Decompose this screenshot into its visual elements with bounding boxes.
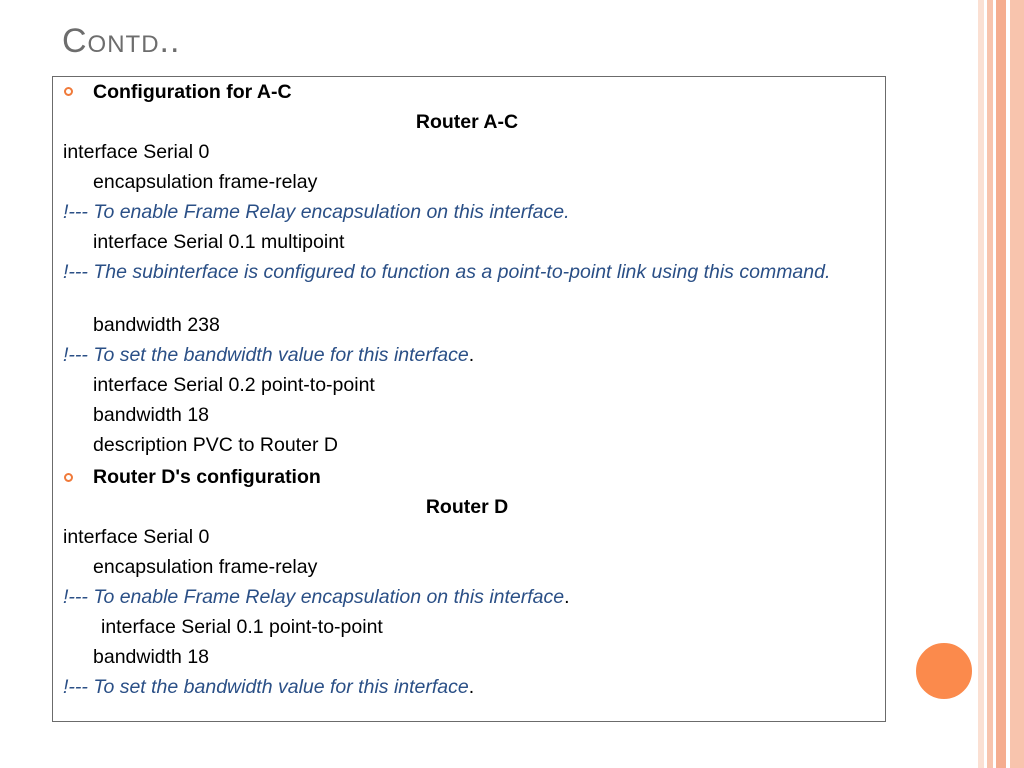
decorative-stripes	[978, 0, 1024, 768]
config-line: bandwidth 18	[93, 646, 210, 668]
bullet-heading: Configuration for A-C	[93, 81, 292, 103]
config-line: description PVC to Router D	[93, 434, 338, 456]
config-line: encapsulation frame-relay	[93, 556, 318, 578]
stripe	[1010, 0, 1024, 768]
config-comment: !--- To set the bandwidth value for this interface.	[63, 344, 475, 366]
slide-title: Contd..	[62, 22, 181, 60]
config-comment: !--- To set the bandwidth value for this interface.	[63, 676, 475, 698]
decorative-circle	[913, 640, 975, 702]
router-heading: Router A-C	[415, 111, 519, 133]
content-box	[52, 76, 886, 722]
stripe	[996, 0, 1006, 768]
router-heading: Router D	[425, 496, 509, 518]
config-line: interface Serial 0	[63, 141, 210, 163]
config-line: interface Serial 0.1 point-to-point	[101, 616, 383, 638]
bullet-heading: Router D's configuration	[93, 466, 321, 488]
config-line: interface Serial 0.2 point-to-point	[93, 374, 375, 396]
comment-text: !--- To set the bandwidth value for this interface	[63, 344, 469, 366]
config-line: interface Serial 0.1 multipoint	[93, 231, 345, 253]
config-comment: !--- To enable Frame Relay encapsulation on this interface.	[63, 586, 570, 608]
config-line: interface Serial 0	[63, 526, 210, 548]
config-line: bandwidth 18	[93, 404, 210, 426]
config-comment: !--- The subinterface is configured to function as a point-to-point link using this command.	[63, 261, 831, 283]
config-line: bandwidth 238	[93, 314, 220, 336]
config-comment: !--- To enable Frame Relay encapsulation on this interface.	[63, 201, 570, 223]
comment-text: !--- To enable Frame Relay encapsulation on this interface	[63, 586, 565, 608]
config-line: encapsulation frame-relay	[93, 171, 318, 193]
comment-text: !--- To set the bandwidth value for this interface	[63, 676, 469, 698]
